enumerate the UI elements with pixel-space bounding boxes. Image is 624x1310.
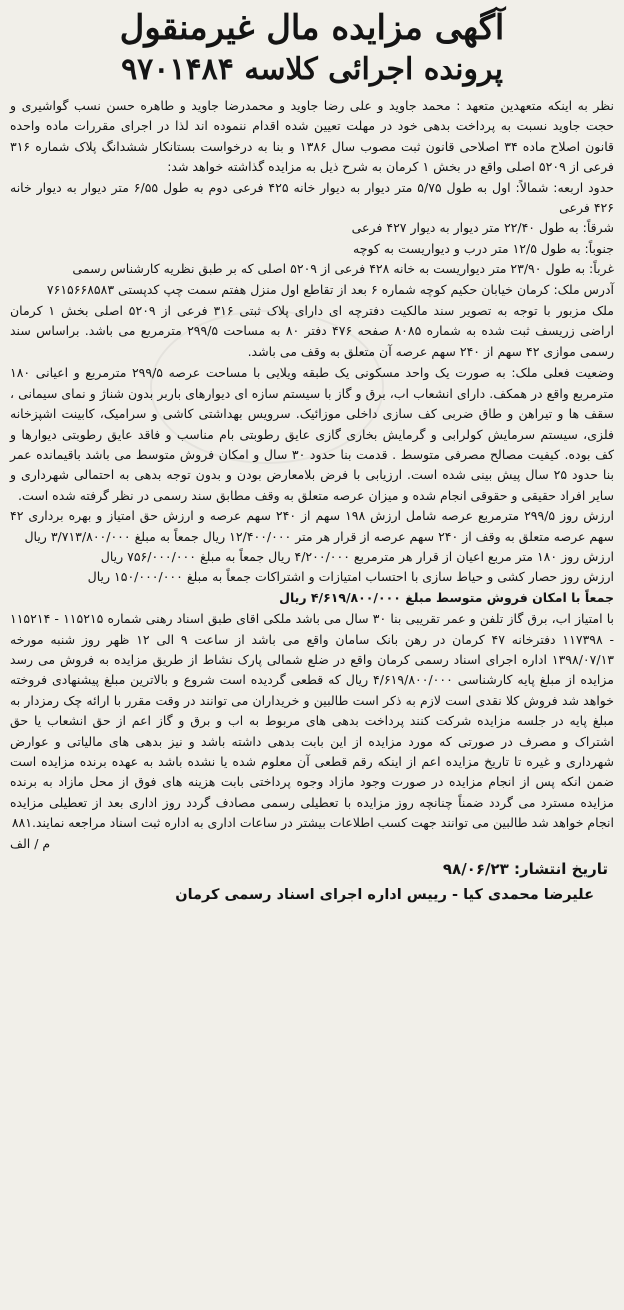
deed-description: ملک مزبور با توجه به تصویر سند مالکیت دفترچه ای دارای پلاک ثبتی ۳۱۶ فرعی از ۵۲۰۹ اصلی بخش ۱ کرمان اراضی زریسف ثبت شده به شماره ۸۰۸۵ صفحه ۴۷۶ دفتر ۸۰ به مساحت ۲۹۹/۵ مترمربع می باشد. براساس سند رسمی موازی ۴۲ سهم از ۲۴۰ سهم عرصه آن متعلق به وقف می باشد.	[10, 303, 614, 359]
signature-line: علیرضا محمدی کیا - رییس اداره اجرای اسناد رسمی کرمان	[175, 887, 594, 904]
reference-mark: م / الف	[10, 835, 51, 851]
boundaries-east: شرقاً: به طول ۲۲/۴۰ متر دیوار به دیوار ۴۲۷ فرعی	[351, 220, 614, 236]
current-condition: وضعیت فعلی ملک: به صورت یک واحد مسکونی یک طبقه ویلایی با مساحت عرصه ۲۹۹/۵ مترمربع و اعیانی ۱۸۰ مترمربع واقع در همکف. دارای انشعاب اب، برق و گاز با سیستم سازه ای دیوارهای باربر بدون شناژ و نمای سیمانی ، سقف ها و تیراهن و طاق ضربی کف سازی داخلی موزائیک. سرویس بهداشتی کاشی و سرامیک، کابینت اشپزخانه فلزی، سیستم سرمایش کولرابی و گرمایش بخاری گازی عایق رطوبتی بام مناسب و فاقد عایق رطوبتی دیوارها و کف بوده. کیفیت مصالح مصرفی متوسط . قدمت بنا حدود ۳۰ سال و امکان فروش متوسط می باشد باقیمانده عمر بنا حدود ۲۵ سال پیش بینی شده است. ارزیابی با فرض بلامعارض بودن و بدون توجه بدهی به احتمالی شهرداری و سایر افراد حقیقی و حقوقی انجام شده و میزان عرصه متعلق به وقف مطابق سند رسمی در نظر گرفته شده است.	[10, 365, 614, 503]
property-address: آدرس ملک: کرمان خیابان حکیم کوچه شماره ۶ بعد از تقاطع اول منزل هفتم سمت چپ کدپستی ۷۶۱۵۶۶۸۵۸۳	[46, 281, 614, 297]
fencing-valuation: ارزش روز حصار کشی و حیاط سازی با احتساب امتیازات و اشتراکات جمعاً به مبلغ ۱۵۰/۰۰۰/۰۰۰ ریال	[87, 569, 614, 585]
notice-title: آگهی مزایده مال غیرمنقول	[119, 8, 505, 48]
file-number-heading: پرونده اجرائی کلاسه ۹۷۰۱۴۸۴	[121, 52, 503, 87]
boundaries-south: جنوباً: به طول ۱۲/۵ متر درب و دیواریست به کوچه	[353, 240, 614, 256]
building-valuation: ارزش روز ۱۸۰ متر مربع اعیان از قرار هر مترمربع ۴/۲۰۰/۰۰۰ ریال جمعاً به مبلغ ۷۵۶/۰۰۰/۰۰۰ ریال	[100, 548, 614, 564]
land-valuation: ارزش روز ۲۹۹/۵ مترمربع عرصه شامل ارزش ۱۹۸ سهم از ۲۴۰ سهم عرصه و ارزش حق امتیاز و بهره برداری ۴۲ سهم عرصه متعلق به وقف از ۲۴۰ سهم عرصه از قرار هر متر ۱۲/۴۰۰/۰۰۰ ریال جمعاً به مبلغ ۳/۷۱۳/۸۰۰/۰۰۰ ریال	[10, 508, 614, 544]
total-valuation: جمعاً با امکان فروش متوسط مبلغ ۴/۶۱۹/۸۰۰/۰۰۰ ریال	[279, 589, 614, 605]
auction-terms: با امتیاز اب، برق گاز تلفن و عمر تقریبی بنا ۳۰ سال می باشد ملکی اقای طبق اسناد رهنی شماره ۱۱۵۲۱۵ - ۱۱۵۲۱۴ - ۱۱۷۳۹۸ دفترخانه ۴۷ کرمان در رهن بانک سامان واقع می باشد از ساعت ۹ الی ۱۲ ظهر روز شنبه مورخه ۱۳۹۸/۰۷/۱۳ اداره اجرای اسناد رسمی کرمان واقع در ضلع شمالی پارک نشاط از طریق مزایده به فروش می رسد مزایده از مبلغ پایه کارشناسی ۴/۶۱۹/۸۰۰/۰۰۰ ریال که قطعی گردیده است شروع و بالاترین مبلغ پیشنهادی فروخته خواهد شد فروش کلا نقدی است لازم به ذکر است طالبین و خریداران می توانند در وقت مقرر با ارائه چک رمزدار به مبلغ پایه در جلسه مزایده شرکت کنند پرداخت بدهی های مربوط به اب و برق و گاز اعم از حق انشعاب یا حق اشتراک و مصرف در صورتی که مورد مزایده از این بابت بدهی داشته باشد و نیز بدهی های مالیاتی و عوارض شهرداری و غیره تا تاریخ مزایده اعم از اینکه رقم قطعی آن معلوم شده یا نشده باشد به عهده برنده مزایده است ضمن انکه پس از انجام مزایده در صورت وجود مازاد وجوه پرداختی بابت هزینه های فوق از محل مازاد به برنده مزایده مسترد می گردد ضمناً چنانچه روز مزایده با تعطیلی رسمی مصادف گردد روز اداری بعد از تعطیلی مزایده انجام خواهد شد طالبین می توانند جهت کسب اطلاعات بیشتر در ساعات اداری به اداره ثبت اسناد مراجعه نمایند.۸۸۱	[10, 611, 615, 831]
boundaries-north: حدود اربعه: شمالاً: اول به طول ۵/۷۵ متر دیوار به دیوار خانه ۴۲۵ فرعی دوم به طول ۶/۵۵ متر دیوار به دیوار خانه ۴۲۶ فرعی	[10, 179, 614, 216]
intro-paragraph: نظر به اینکه متعهدین متعهد : محمد جاوید و علی رضا جاوید و محمدرضا جاوید و طاهره حسن نسب گواشیری و حجت جاوید نسبت به پرداخت بدهی خود در مهلت تعیین شده اقدام ننموده اند لذا در اجرای مقررات ماده واحده قانون اصلاح ماده ۳۴ اصلاحی قانون ثبت مصوب سال ۱۳۸۶ و بنا به درخواست بستانکار ششدانگ پلاک شماره ۳۱۶ فرعی از ۵۲۰۹ اصلی واقع در بخش ۱ کرمان به شرح ذیل به مزایده گذاشته خواهد شد:	[10, 98, 614, 175]
boundaries-west: غرباً: به طول ۲۳/۹۰ متر دیواریست به خانه ۴۲۸ فرعی از ۵۲۰۹ اصلی که بر طبق نظریه کارشناس رسمی	[72, 261, 614, 277]
publish-date: تاریخ انتشار: ۹۸/۰۶/۲۳	[442, 860, 608, 879]
